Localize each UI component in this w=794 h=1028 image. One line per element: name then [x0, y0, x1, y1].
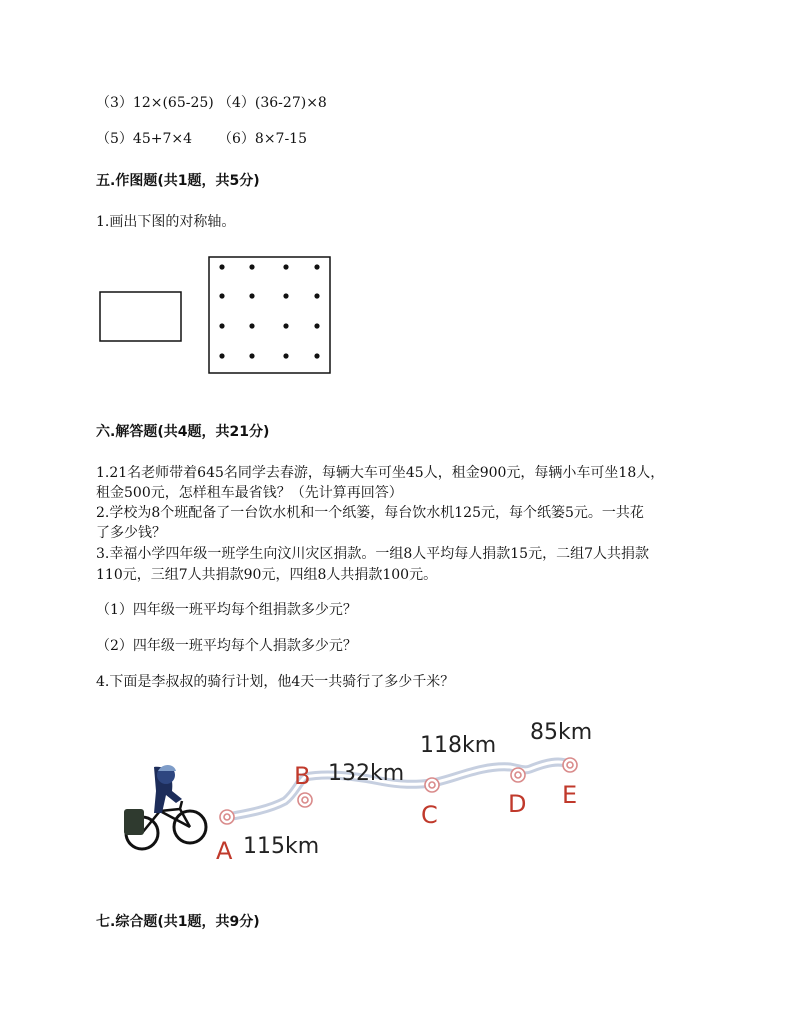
section-5-heading: 五.作图题(共1题，共5分) — [96, 173, 260, 189]
exercise-6: （6）8×7-15 — [218, 131, 307, 147]
distance-label-bc: 132km — [328, 761, 405, 786]
question-2-line-1: 2.学校为8个班配备了一台饮水机和一个纸篓，每台饮水机125元，每个纸篓5元。一共花 — [96, 505, 644, 521]
exercise-3: （3）12×(65-25) — [96, 95, 214, 111]
section-6-heading: 六.解答题(共4题，共21分) — [96, 424, 270, 440]
exercise-5: （5）45+7×4 — [96, 131, 192, 147]
distance-label-de: 85km — [530, 720, 593, 745]
point-label-c: C — [421, 801, 438, 829]
point-label-d: D — [508, 790, 527, 818]
point-label-e: E — [562, 781, 578, 809]
rectangle-figure — [100, 292, 181, 341]
dot-grid-square — [209, 257, 330, 373]
question-2-line-2: 了多少钱？ — [96, 525, 166, 541]
cyclist-illustration — [124, 765, 206, 849]
point-label-a: A — [216, 837, 233, 865]
distance-label-cd: 118km — [420, 733, 497, 758]
question-4: 4.下面是李叔叔的骑行计划，他4天一共骑行了多少千米？ — [96, 674, 455, 690]
riding-route-figure — [110, 705, 630, 875]
question-3-line-1: 3.幸福小学四年级一班学生向汶川灾区捐款。一组8人平均每人捐款15元，二组7人共捐款 — [96, 546, 649, 562]
question-3-sub-1: （1）四年级一班平均每个组捐款多少元？ — [96, 602, 357, 618]
question-1-line-1: 1.21名老师带着645名同学去春游，每辆大车可坐45人，租金900元，每辆小车可坐18人， — [96, 465, 665, 481]
symmetry-figures — [96, 252, 336, 378]
question-3-sub-2: （2）四年级一班平均每个人捐款多少元？ — [96, 638, 357, 654]
question-3-line-2: 110元，三组7人共捐款90元，四组8人共捐款100元。 — [96, 567, 438, 583]
section-7-heading: 七.综合题(共1题，共9分) — [96, 914, 260, 930]
dot-grid — [219, 264, 319, 358]
exercise-4: （4）(36-27)×8 — [218, 95, 327, 111]
question-1-line-2: 租金500元，怎样租车最省钱？（先计算再回答） — [96, 485, 403, 501]
distance-label-ab: 115km — [243, 834, 320, 859]
section-5-question-1: 1.画出下图的对称轴。 — [96, 214, 236, 230]
point-label-b: B — [294, 762, 311, 790]
